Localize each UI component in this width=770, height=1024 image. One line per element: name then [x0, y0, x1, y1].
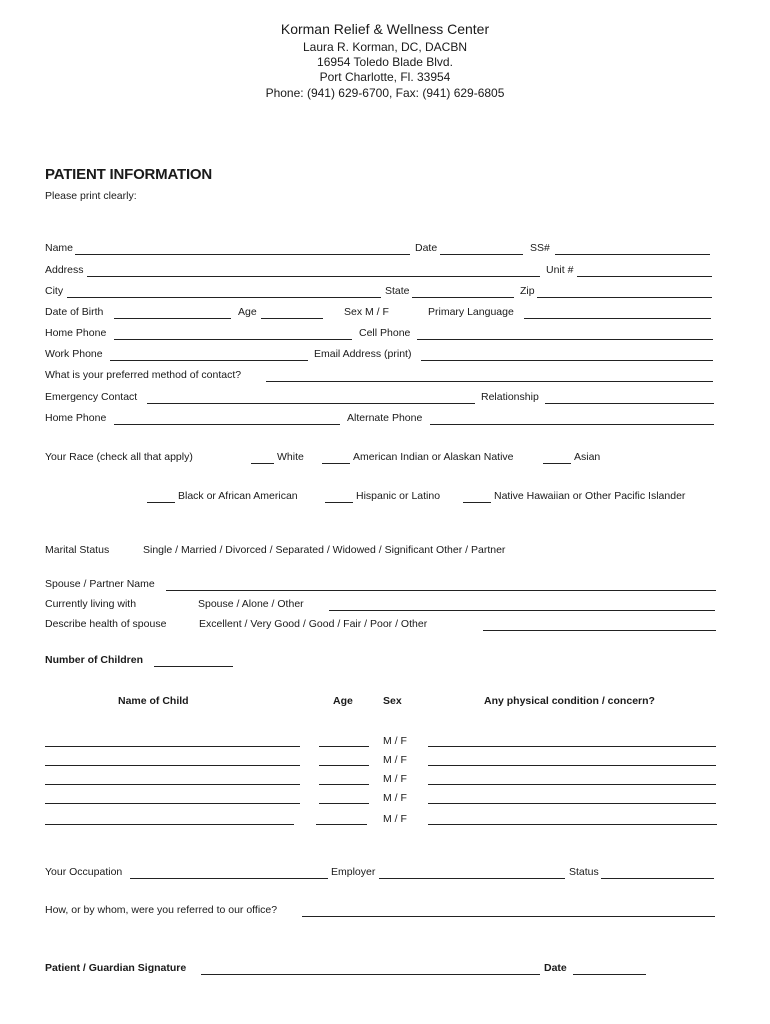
preferred-contact-label: What is your preferred method of contact? [45, 369, 242, 381]
signature-date-field[interactable] [573, 974, 646, 975]
alternate-phone-field[interactable] [430, 424, 714, 425]
race-hispanic-checkbox[interactable] [325, 502, 353, 503]
address-field[interactable] [87, 276, 540, 277]
date-label: Date [415, 242, 438, 254]
section-title: PATIENT INFORMATION [45, 166, 213, 183]
clinic-phone-fax: Phone: (941) 629-6700, Fax: (941) 629-6805 [265, 86, 505, 100]
instruction-text: Please print clearly: [45, 190, 137, 202]
date-field[interactable] [440, 254, 523, 255]
children-count-label: Number of Children [45, 654, 144, 666]
child-4-age-field[interactable] [319, 803, 369, 804]
race-black-checkbox[interactable] [147, 502, 175, 503]
child-5-sex-options[interactable]: M / F [383, 813, 407, 825]
clinic-name: Korman Relief & Wellness Center [280, 21, 490, 37]
race-hispanic-label: Hispanic or Latino [356, 490, 441, 502]
child-3-condition-field[interactable] [428, 784, 716, 785]
work-phone-label: Work Phone [45, 348, 103, 360]
spouse-name-field[interactable] [166, 590, 716, 591]
cell-phone-field[interactable] [417, 339, 713, 340]
primary-language-field[interactable] [524, 318, 711, 319]
child-2-age-field[interactable] [319, 765, 369, 766]
living-with-other-field[interactable] [329, 610, 715, 611]
child-1-condition-field[interactable] [428, 746, 716, 747]
child-4-name-field[interactable] [45, 803, 300, 804]
name-field[interactable] [75, 254, 410, 255]
child-5-name-field[interactable] [45, 824, 294, 825]
occupation-label: Your Occupation [45, 866, 123, 878]
child-2-name-field[interactable] [45, 765, 300, 766]
status-field[interactable] [601, 878, 714, 879]
race-american-indian-label: American Indian or Alaskan Native [353, 451, 514, 463]
child-4-sex-options[interactable]: M / F [383, 792, 407, 804]
zip-field[interactable] [537, 297, 712, 298]
race-pacific-islander-label: Native Hawaiian or Other Pacific Islander [494, 490, 686, 502]
child-5-condition-field[interactable] [428, 824, 717, 825]
unit-field[interactable] [577, 276, 712, 277]
occupation-field[interactable] [130, 878, 328, 879]
primary-language-label: Primary Language [428, 306, 514, 318]
preferred-contact-field[interactable] [266, 381, 713, 382]
zip-label: Zip [520, 285, 535, 297]
employer-field[interactable] [379, 878, 565, 879]
child-1-age-field[interactable] [319, 746, 369, 747]
race-white-label: White [277, 451, 304, 463]
living-with-label: Currently living with [45, 598, 137, 610]
child-3-name-field[interactable] [45, 784, 300, 785]
city-label: City [45, 285, 64, 297]
age-field[interactable] [261, 318, 323, 319]
emergency-contact-field[interactable] [147, 403, 475, 404]
child-3-age-field[interactable] [319, 784, 369, 785]
clinic-street: 16954 Toledo Blade Blvd. [317, 55, 453, 69]
spouse-health-label: Describe health of spouse [45, 618, 167, 630]
child-sex-header: Sex [383, 695, 402, 707]
spouse-name-label: Spouse / Partner Name [45, 578, 155, 590]
home-phone-label: Home Phone [45, 327, 107, 339]
relationship-label: Relationship [481, 391, 539, 403]
children-count-field[interactable] [154, 666, 233, 667]
living-with-options[interactable]: Spouse / Alone / Other [198, 598, 304, 610]
marital-status-options[interactable]: Single / Married / Divorced / Separated / Widowed / Significant Other / Partner [143, 544, 506, 556]
status-label: Status [569, 866, 599, 878]
race-black-label: Black or African American [178, 490, 298, 502]
doctor-name: Laura R. Korman, DC, DACBN [302, 40, 468, 54]
dob-field[interactable] [114, 318, 231, 319]
race-label: Your Race (check all that apply) [45, 451, 193, 463]
signature-label: Patient / Guardian Signature [45, 962, 187, 974]
child-1-name-field[interactable] [45, 746, 300, 747]
sex-options[interactable]: Sex M / F [344, 306, 389, 318]
emergency-home-phone-label: Home Phone [45, 412, 107, 424]
relationship-field[interactable] [545, 403, 714, 404]
race-asian-checkbox[interactable] [543, 463, 571, 464]
address-label: Address [45, 264, 84, 276]
race-asian-label: Asian [574, 451, 601, 463]
child-2-sex-options[interactable]: M / F [383, 754, 407, 766]
race-american-indian-checkbox[interactable] [322, 463, 350, 464]
ss-label: SS# [530, 242, 550, 254]
email-label: Email Address (print) [314, 348, 412, 360]
spouse-health-other-field[interactable] [483, 630, 716, 631]
employer-label: Employer [331, 866, 376, 878]
signature-date-label: Date [544, 962, 567, 974]
emergency-contact-label: Emergency Contact [45, 391, 138, 403]
clinic-city: Port Charlotte, Fl. 33954 [319, 70, 451, 84]
child-4-condition-field[interactable] [428, 803, 716, 804]
work-phone-field[interactable] [110, 360, 308, 361]
city-field[interactable] [67, 297, 381, 298]
email-field[interactable] [421, 360, 713, 361]
alternate-phone-label: Alternate Phone [347, 412, 423, 424]
referral-field[interactable] [302, 916, 715, 917]
referral-label: How, or by whom, were you referred to our office? [45, 904, 278, 916]
ss-field[interactable] [555, 254, 710, 255]
child-5-age-field[interactable] [316, 824, 367, 825]
unit-label: Unit # [546, 264, 574, 276]
age-label: Age [238, 306, 257, 318]
race-pacific-islander-checkbox[interactable] [463, 502, 491, 503]
race-white-checkbox[interactable] [251, 463, 274, 464]
marital-status-label: Marital Status [45, 544, 110, 556]
child-age-header: Age [333, 695, 353, 707]
child-name-header: Name of Child [118, 695, 189, 707]
home-phone-field[interactable] [114, 339, 352, 340]
child-condition-header: Any physical condition / concern? [484, 695, 655, 707]
state-field[interactable] [412, 297, 514, 298]
dob-label: Date of Birth [45, 306, 104, 318]
child-3-sex-options[interactable]: M / F [383, 773, 407, 785]
child-2-condition-field[interactable] [428, 765, 716, 766]
signature-field[interactable] [201, 974, 540, 975]
cell-phone-label: Cell Phone [359, 327, 411, 339]
child-1-sex-options[interactable]: M / F [383, 735, 407, 747]
spouse-health-options[interactable]: Excellent / Very Good / Good / Fair / Poor / Other [199, 618, 428, 630]
emergency-home-phone-field[interactable] [114, 424, 340, 425]
name-label: Name [45, 242, 74, 254]
state-label: State [385, 285, 410, 297]
